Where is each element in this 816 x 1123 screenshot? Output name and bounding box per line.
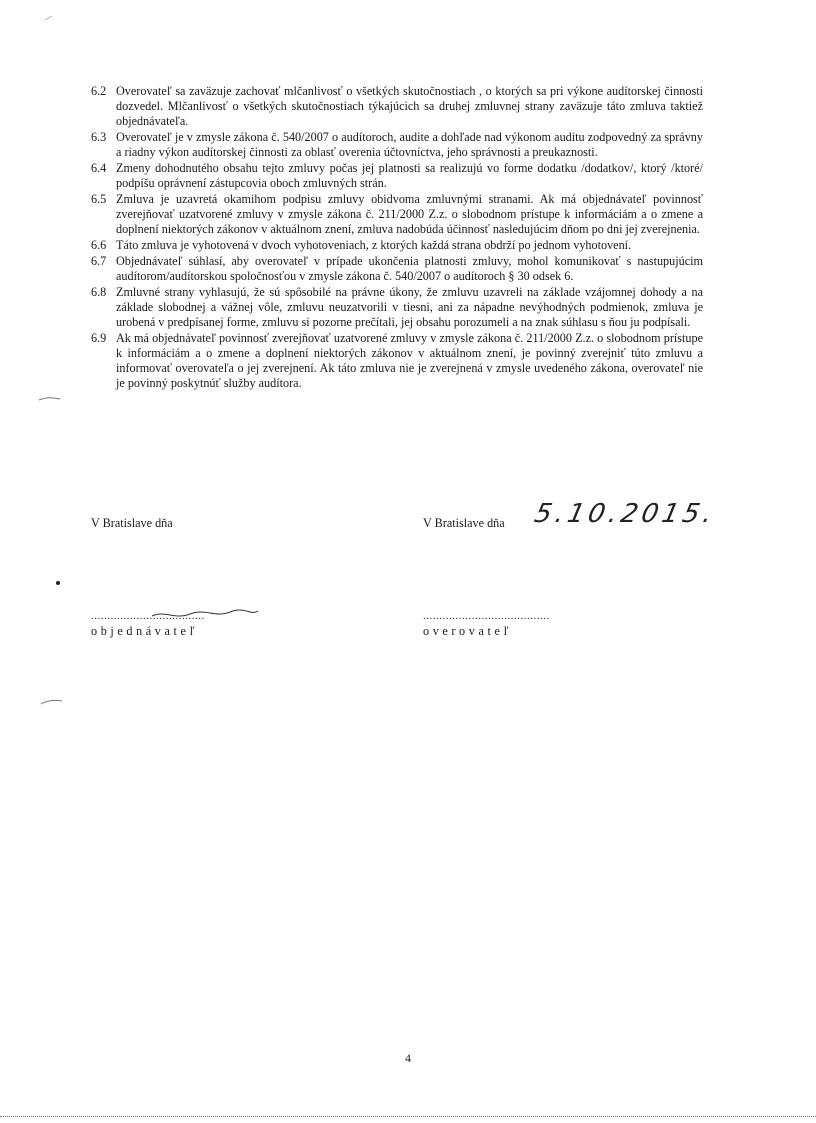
clause-text: Overovateľ je v zmysle zákona č. 540/2007 o audítoroch, audite a dohľade nad výkonom auditu zodpovedný za správny a riadny výkon audítorskej činnosti za oblasť overenia účtovníctva, jeho správnosti a preukaznosti.: [116, 130, 703, 159]
scan-mark: [38, 394, 62, 404]
clause-text: Zmeny dohodnutého obsahu tejto zmluvy počas jej platnosti sa realizujú vo forme dodatku /dodatkov/, ktorý /ktoré/ podpíšu oprávnení zástupcovia oboch zmluvných strán.: [116, 161, 703, 190]
scan-mark: [44, 14, 54, 22]
clause-6-8: [91, 285, 703, 330]
page-number: 4: [405, 1051, 411, 1065]
contract-body: [91, 84, 703, 392]
clause-text: Zmluva je uzavretá okamihom podpisu zmluvy obidvoma zmluvnými stranami. Ak má objednávateľ povinnosť zverejňovať uzatvorené zmluvy v zmysle zákona č. 211/2000 Z.z. o slobodnom prístupe k informáciám a o zmene a doplnení niektorých zákonov v aktuálnom znení, zmluva nadobúda účinnosť nasledujúcim dňom po dni jej zverejnenia.: [116, 192, 703, 236]
clause-text: Táto zmluva je vyhotovená v dvoch vyhotoveniach, z ktorých každá strana obdrží po jednom vyhotovení.: [116, 238, 632, 252]
clause-6-7: [91, 254, 703, 284]
clause-number: 6.6: [91, 238, 107, 252]
scan-mark: [40, 697, 64, 707]
clause-number: 6.7: [91, 254, 107, 268]
clause-6-3: [91, 130, 703, 160]
signature-scribble: [150, 606, 260, 622]
scan-dot: [55, 580, 61, 586]
clause-number: 6.2: [91, 84, 107, 98]
clause-number: 6.4: [91, 161, 107, 175]
signatory-auditor-label: overovateľ: [423, 624, 512, 638]
clause-6-6: [91, 238, 703, 253]
right-place-date-label: V Bratislave dňa: [423, 516, 505, 530]
right-signature-line: .......................................: [423, 610, 550, 622]
clause-number: 6.9: [91, 331, 107, 345]
clause-number: 6.5: [91, 192, 107, 206]
clause-text: Overovateľ sa zaväzuje zachovať mlčanlivosť o všetkých skutočnostiach , o ktorých sa pri výkone audítorskej činnosti dozvedel. Mlčanlivosť o všetkých skutočnostiach týkajúcich sa druhej zmluvnej strany zaväzuje táto zmluva taktiež objednávateľa.: [116, 84, 703, 128]
clause-6-5: [91, 192, 703, 237]
clause-6-2: [91, 84, 703, 129]
clause-text: Objednávateľ súhlasí, aby overovateľ v prípade ukončenia platnosti zmluvy, mohol komunikovať s nastupujúcim audítorom/audítorskou spoločnosťou v zmysle zákona č. 540/2007 o audítoroch § 30 odsek 6.: [116, 254, 703, 283]
signatory-client-label: objednávateľ: [91, 624, 199, 638]
handwritten-date: 5.10.2015.: [531, 499, 719, 529]
clause-6-4: [91, 161, 703, 191]
scan-edge-line: [0, 1116, 816, 1117]
clause-text: Zmluvné strany vyhlasujú, že sú spôsobilé na právne úkony, že zmluvu uzavreli na základe vzájomnej dohody a na základe slobodnej a vážnej vôle, zmluvu neuzatvorili v tiesni, ani za nápadne nevýhodných podmienok, zmluva je urobená v predpísanej forme, zmluvu si pozorne prečítali, jej obsahu porozumeli a na znak súhlasu s ňou ju podpísali.: [116, 285, 703, 329]
left-signature-line: ...................................: [91, 610, 205, 622]
clause-number: 6.3: [91, 130, 107, 144]
clause-number: 6.8: [91, 285, 107, 299]
clause-text: Ak má objednávateľ povinnosť zverejňovať uzatvorené zmluvy v zmysle zákona č. 211/2000 Z.z. o slobodnom prístupe k informáciám a o zmene a doplnení niektorých zákonov v aktuálnom znení, je povinný zverejniť túto zmluvu a informovať overovateľa o jej zverejnení. Ak táto zmluva nie je zverejnená v zmysle uvedeného zákona, overovateľ nie je povinný poskytnúť služby audítora.: [116, 331, 703, 390]
left-place-date-label: V Bratislave dňa: [91, 516, 173, 530]
clause-6-9: [91, 331, 703, 391]
